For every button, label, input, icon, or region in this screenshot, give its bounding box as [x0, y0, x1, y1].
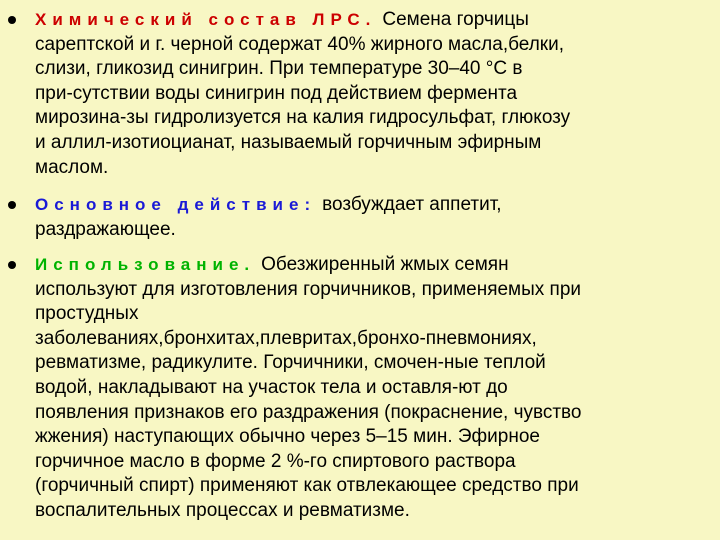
- text-line: появления признаков его раздражения (покраснение, чувство: [35, 401, 582, 423]
- text-line: простудных: [35, 303, 139, 325]
- text-line: и аллил-изотиоцианат, называемый горчичным эфирным: [35, 131, 542, 153]
- text-line: горчичное масло в форме 2 %-го спиртового раствора: [35, 450, 516, 472]
- text-line: [35, 8, 720, 33]
- section-paragraph: [0, 8, 720, 180]
- section-chemical-composition: [0, 8, 720, 180]
- section-main-action: [0, 193, 720, 242]
- text-line: (горчичный спирт) применяют как отвлекающее средство при: [35, 475, 579, 497]
- text-line: [35, 193, 720, 218]
- text-line: ревматизме, радикулите. Горчичники, смочен-ные теплой: [35, 352, 546, 374]
- section-paragraph: [0, 193, 720, 242]
- section-heading: Использование.: [35, 255, 256, 274]
- bullet-icon: [8, 16, 16, 24]
- bullet-icon: [8, 201, 16, 209]
- text-line: заболеваниях,бронхитах,плевритах,бронхо-пневмониях,: [35, 327, 537, 349]
- text-line-content: Обезжиренный жмых семян: [261, 254, 509, 275]
- text-line-content: Семена горчицы: [382, 9, 529, 30]
- text-line: воспалительных процессах и ревматизме.: [35, 499, 410, 521]
- text-line: используют для изготовления горчичников, применяемых при: [35, 278, 582, 300]
- text-line: водой, накладывают на участок тела и оставля-ют до: [35, 376, 508, 398]
- text-line: слизи, гликозид синигрин. При температуре 30–40 °С в: [35, 58, 523, 80]
- text-line: [35, 253, 720, 278]
- text-line: раздражающее.: [35, 218, 176, 240]
- text-line-content: возбуждает аппетит,: [322, 194, 502, 215]
- text-line: жжения) наступающих обычно через 5–15 мин. Эфирное: [35, 426, 540, 448]
- section-heading: Основное действие:: [35, 195, 317, 214]
- text-line: маслом.: [35, 156, 109, 178]
- section-usage: [0, 253, 720, 524]
- text-line: сарептской и г. черной содержат 40% жирного масла,белки,: [35, 33, 565, 55]
- bullet-icon: [8, 261, 16, 269]
- section-paragraph: [0, 253, 720, 524]
- text-line: при-сутствии воды синигрин под действием фермента: [35, 82, 518, 104]
- section-heading: Химический состав ЛРС.: [35, 10, 377, 29]
- text-line: мирозина-зы гидролизуется на калия гидросульфат, глюкозу: [35, 107, 571, 129]
